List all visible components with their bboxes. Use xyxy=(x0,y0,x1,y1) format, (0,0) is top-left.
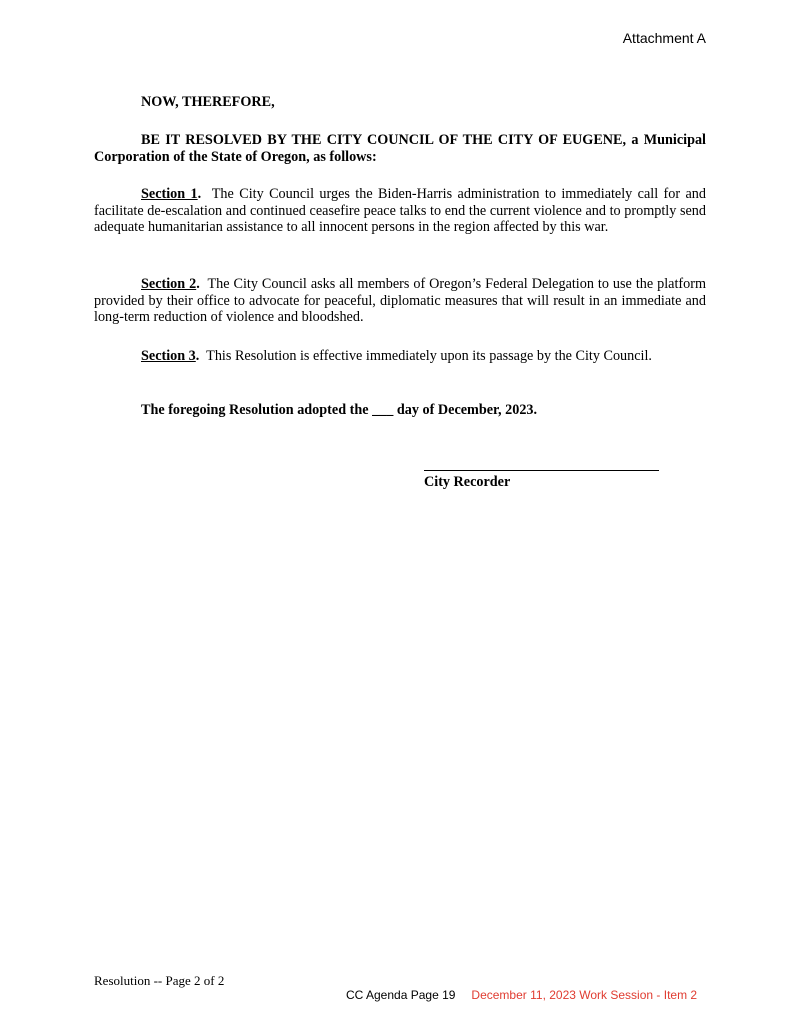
work-session-label: December 11, 2023 Work Session - Item 2 xyxy=(471,988,698,1002)
section-2-paragraph xyxy=(94,276,706,326)
section-3-label: Section 3 xyxy=(141,348,196,364)
section-1-label: Section 1 xyxy=(141,186,198,202)
section-1-text: The City Council urges the Biden-Harris administration to immediately call for and facilitate de-escalation and continued ceasefire peace talks to end the current violence and to promptly send adequate humanitarian assistance to all innocent persons in the region affected by this war. xyxy=(94,186,706,235)
adoption-statement: The foregoing Resolution adopted the ___ day of December, 2023. xyxy=(141,402,538,418)
section-3-punct: . xyxy=(195,348,200,364)
now-therefore-heading: NOW, THEREFORE, xyxy=(141,94,275,110)
page-number-footer: Resolution -- Page 2 of 2 xyxy=(94,973,225,988)
section-1-paragraph xyxy=(94,186,706,236)
section-2-text: The City Council asks all members of Oregon’s Federal Delegation to use the platform provided by their office to advocate for peaceful, diplomatic measures that will result in an immediate and long-term reduction of violence and bloodshed. xyxy=(94,276,706,325)
resolved-clause: BE IT RESOLVED BY THE CITY COUNCIL OF THE CITY OF EUGENE, a Municipal Corporation of the State of Oregon, as follows: xyxy=(94,132,706,165)
agenda-footer xyxy=(346,988,697,1002)
section-2-label: Section 2 xyxy=(141,276,197,292)
signature-line xyxy=(424,470,659,471)
section-2-punct: . xyxy=(196,276,200,292)
section-3-paragraph xyxy=(94,348,706,365)
section-3-text: This Resolution is effective immediately upon its passage by the City Council. xyxy=(206,348,652,364)
attachment-label: Attachment A xyxy=(622,30,706,46)
section-1-punct: . xyxy=(197,186,202,202)
city-recorder-label: City Recorder xyxy=(424,474,511,490)
agenda-page-label: CC Agenda Page 19 xyxy=(346,988,456,1002)
